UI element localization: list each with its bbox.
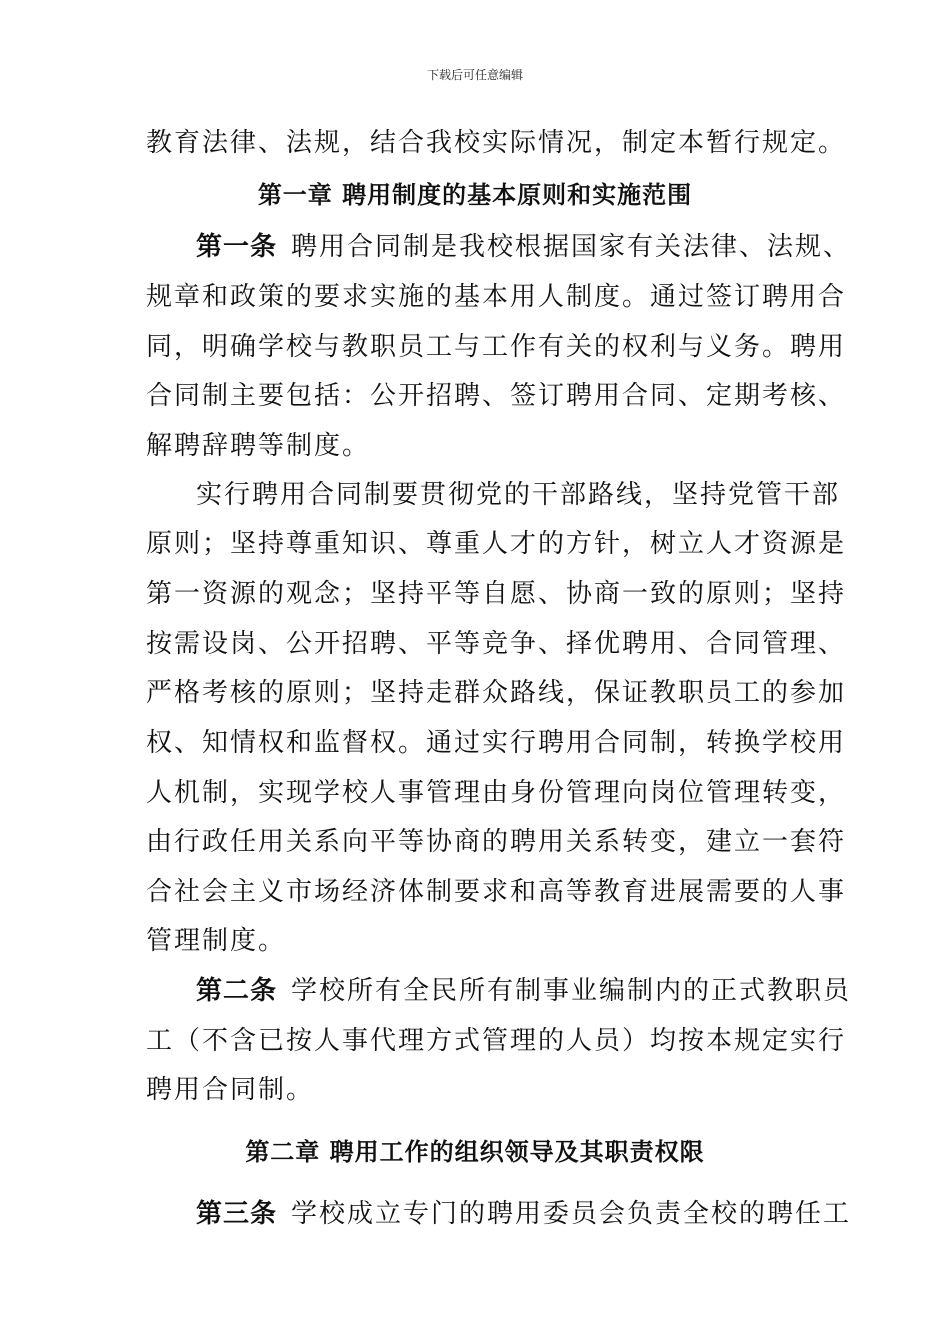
text-line: 聘用合同制是我校根据国家有关法律、法规、 (291, 232, 852, 262)
text-line: 管理制度。 (146, 926, 287, 956)
text-line: 权、知情权和监督权。通过实行聘用合同制，转换学校用 (146, 728, 847, 758)
text-line: 工（不含已按人事代理方式管理的人员）均按本规定实行 (146, 1026, 847, 1056)
article-first-line (196, 232, 851, 262)
article-label: 第三条 (196, 1199, 278, 1229)
text-line: 学校成立专门的聘用委员会负责全校的聘任工 (291, 1199, 852, 1229)
chapter-heading: 第一章 聘用制度的基本原则和实施范围 (257, 181, 693, 209)
text-line: 原则；坚持尊重知识、尊重人才的方针，树立人才资源是 (146, 529, 847, 559)
text-line: 同，明确学校与教职员工与工作有关的权利与义务。聘用 (146, 332, 847, 362)
chapter-heading: 第二章 聘用工作的组织领导及其职责权限 (245, 1138, 705, 1166)
article-label: 第二条 (196, 976, 278, 1006)
text-line: 聘用合同制。 (146, 1075, 315, 1105)
text-line: 严格考核的原则；坚持走群众路线，保证教职员工的参加 (146, 678, 847, 708)
article-first-line (196, 1199, 851, 1229)
text-line: 按需设岗、公开招聘、平等竞争、择优聘用、合同管理、 (146, 629, 847, 659)
text-line: 教育法律、法规，结合我校实际情况，制定本暂行规定。 (146, 128, 847, 158)
text-line: 规章和政策的要求实施的基本用人制度。通过签订聘用合 (146, 282, 847, 312)
text-line: 由行政任用关系向平等协商的聘用关系转变，建立一套符 (146, 827, 847, 857)
text-line: 合同制主要包括：公开招聘、签订聘用合同、定期考核、 (146, 381, 847, 411)
text-line: 解聘辞聘等制度。 (146, 431, 371, 461)
article-label: 第一条 (196, 232, 278, 262)
text-line: 合社会主义市场经济体制要求和高等教育进展需要的人事 (146, 877, 847, 907)
article-first-line (196, 976, 851, 1006)
text-line: 第一资源的观念；坚持平等自愿、协商一致的原则；坚持 (146, 579, 847, 609)
text-line: 人机制，实现学校人事管理由身份管理向岗位管理转变， (146, 778, 847, 808)
header-note: 下载后可任意编辑 (426, 68, 523, 82)
text-line: 实行聘用合同制要贯彻党的干部路线，坚持党管干部 (196, 480, 841, 510)
text-line: 学校所有全民所有制事业编制内的正式教职员 (291, 976, 852, 1006)
